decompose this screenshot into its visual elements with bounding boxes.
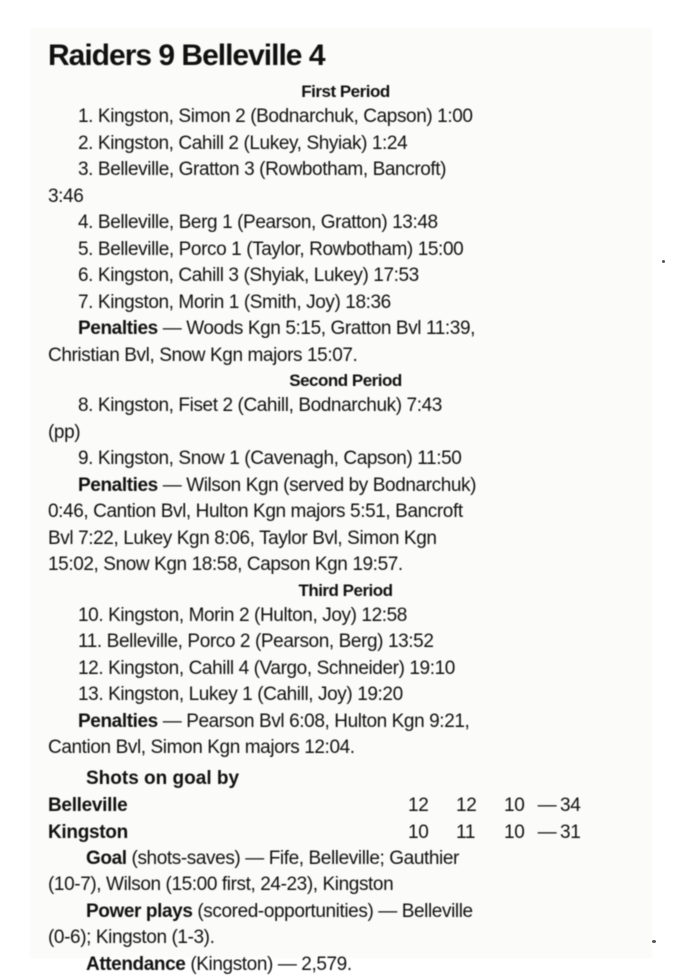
goal-line: 12. Kingston, Cahill 4 (Vargo, Schneider) 19:10 [48, 656, 643, 683]
goal-text: (shots-saves) — Fife, Belleville; Gauthier [127, 848, 459, 869]
goal-line: 10. Kingston, Morin 2 (Hulton, Joy) 12:58 [48, 603, 643, 630]
attendance-text: (Kingston) — 2,579. [185, 954, 351, 975]
attendance-label: Attendance [86, 954, 185, 975]
print-speck [662, 260, 665, 263]
shots-period-2: 12 [456, 792, 504, 819]
shots-row-belleville [48, 792, 643, 819]
power-plays-text: (scored-opportunities) — Belleville [192, 901, 472, 922]
goal-line: 3. Belleville, Gratton 3 (Rowbotham, Bancroft) [48, 157, 643, 184]
shots-row-kingston [48, 819, 643, 846]
goal-line: 9. Kingston, Snow 1 (Cavenagh, Capson) 11:50 [48, 446, 643, 473]
penalties-text: — Woods Kgn 5:15, Gratton Bvl 11:39, [158, 318, 475, 339]
period-heading-first: First Period [48, 80, 643, 104]
shots-dash: — [534, 792, 560, 819]
goalies-line-continued: (10-7), Wilson (15:00 first, 24-23), Kingston [48, 872, 643, 899]
goal-line: 8. Kingston, Fiset 2 (Cahill, Bodnarchuk) 7:43 [48, 393, 643, 420]
penalties-line-continued: Cantion Bvl, Simon Kgn majors 12:04. [48, 735, 643, 762]
penalties-line-continued: Christian Bvl, Snow Kgn majors 15:07. [48, 343, 643, 370]
shots-period-3: 10 [504, 792, 534, 819]
penalties-label: Penalties [78, 711, 158, 732]
print-speck [652, 940, 656, 943]
penalties-line-continued: 15:02, Snow Kgn 18:58, Capson Kgn 19:57. [48, 552, 643, 579]
shots-total: 34 [560, 792, 600, 819]
goal-line: 1. Kingston, Simon 2 (Bodnarchuk, Capson) 1:00 [48, 104, 643, 131]
period-heading-third: Third Period [48, 579, 643, 603]
penalties-text: — Pearson Bvl 6:08, Hulton Kgn 9:21, [158, 711, 470, 732]
penalties-line-continued: Bvl 7:22, Lukey Kgn 8:06, Taylor Bvl, Simon Kgn [48, 526, 643, 553]
goal-line: 5. Belleville, Porco 1 (Taylor, Rowbotham) 15:00 [48, 237, 643, 264]
shots-period-1: 10 [408, 819, 456, 846]
shots-heading: Shots on goal by [48, 766, 643, 792]
goal-line: 13. Kingston, Lukey 1 (Cahill, Joy) 19:20 [48, 682, 643, 709]
shots-period-1: 12 [408, 792, 456, 819]
penalties-line [48, 473, 643, 500]
goal-line-continued: 3:46 [48, 184, 643, 211]
penalties-label: Penalties [78, 318, 158, 339]
shots-team-name: Kingston [48, 819, 408, 846]
penalties-line [48, 316, 643, 343]
power-plays-label: Power plays [86, 901, 192, 922]
shots-period-3: 10 [504, 819, 534, 846]
goal-line: 4. Belleville, Berg 1 (Pearson, Gratton) 13:48 [48, 210, 643, 237]
penalties-text: — Wilson Kgn (served by Bodnarchuk) [158, 475, 476, 496]
headline: Raiders 9 Belleville 4 [48, 38, 643, 74]
goalies-line [48, 846, 643, 873]
newspaper-clipping [30, 28, 652, 958]
shots-team-name: Belleville [48, 792, 408, 819]
power-plays-line-continued: (0-6); Kingston (1-3). [48, 925, 643, 952]
penalties-line-continued: 0:46, Cantion Bvl, Hulton Kgn majors 5:51, Bancroft [48, 499, 643, 526]
period-heading-second: Second Period [48, 369, 643, 393]
goal-line: 7. Kingston, Morin 1 (Smith, Joy) 18:36 [48, 290, 643, 317]
shots-dash: — [534, 819, 560, 846]
box-score [48, 38, 643, 978]
penalties-label: Penalties [78, 475, 158, 496]
goal-line-continued: (pp) [48, 420, 643, 447]
power-plays-line [48, 899, 643, 926]
shots-total: 31 [560, 819, 600, 846]
penalties-line [48, 709, 643, 736]
goal-line: 6. Kingston, Cahill 3 (Shyiak, Lukey) 17:53 [48, 263, 643, 290]
goal-line: 11. Belleville, Porco 2 (Pearson, Berg) 13:52 [48, 629, 643, 656]
shots-period-2: 11 [456, 819, 504, 846]
goal-label: Goal [86, 848, 127, 869]
goal-line: 2. Kingston, Cahill 2 (Lukey, Shyiak) 1:24 [48, 131, 643, 158]
attendance-line [48, 952, 643, 978]
